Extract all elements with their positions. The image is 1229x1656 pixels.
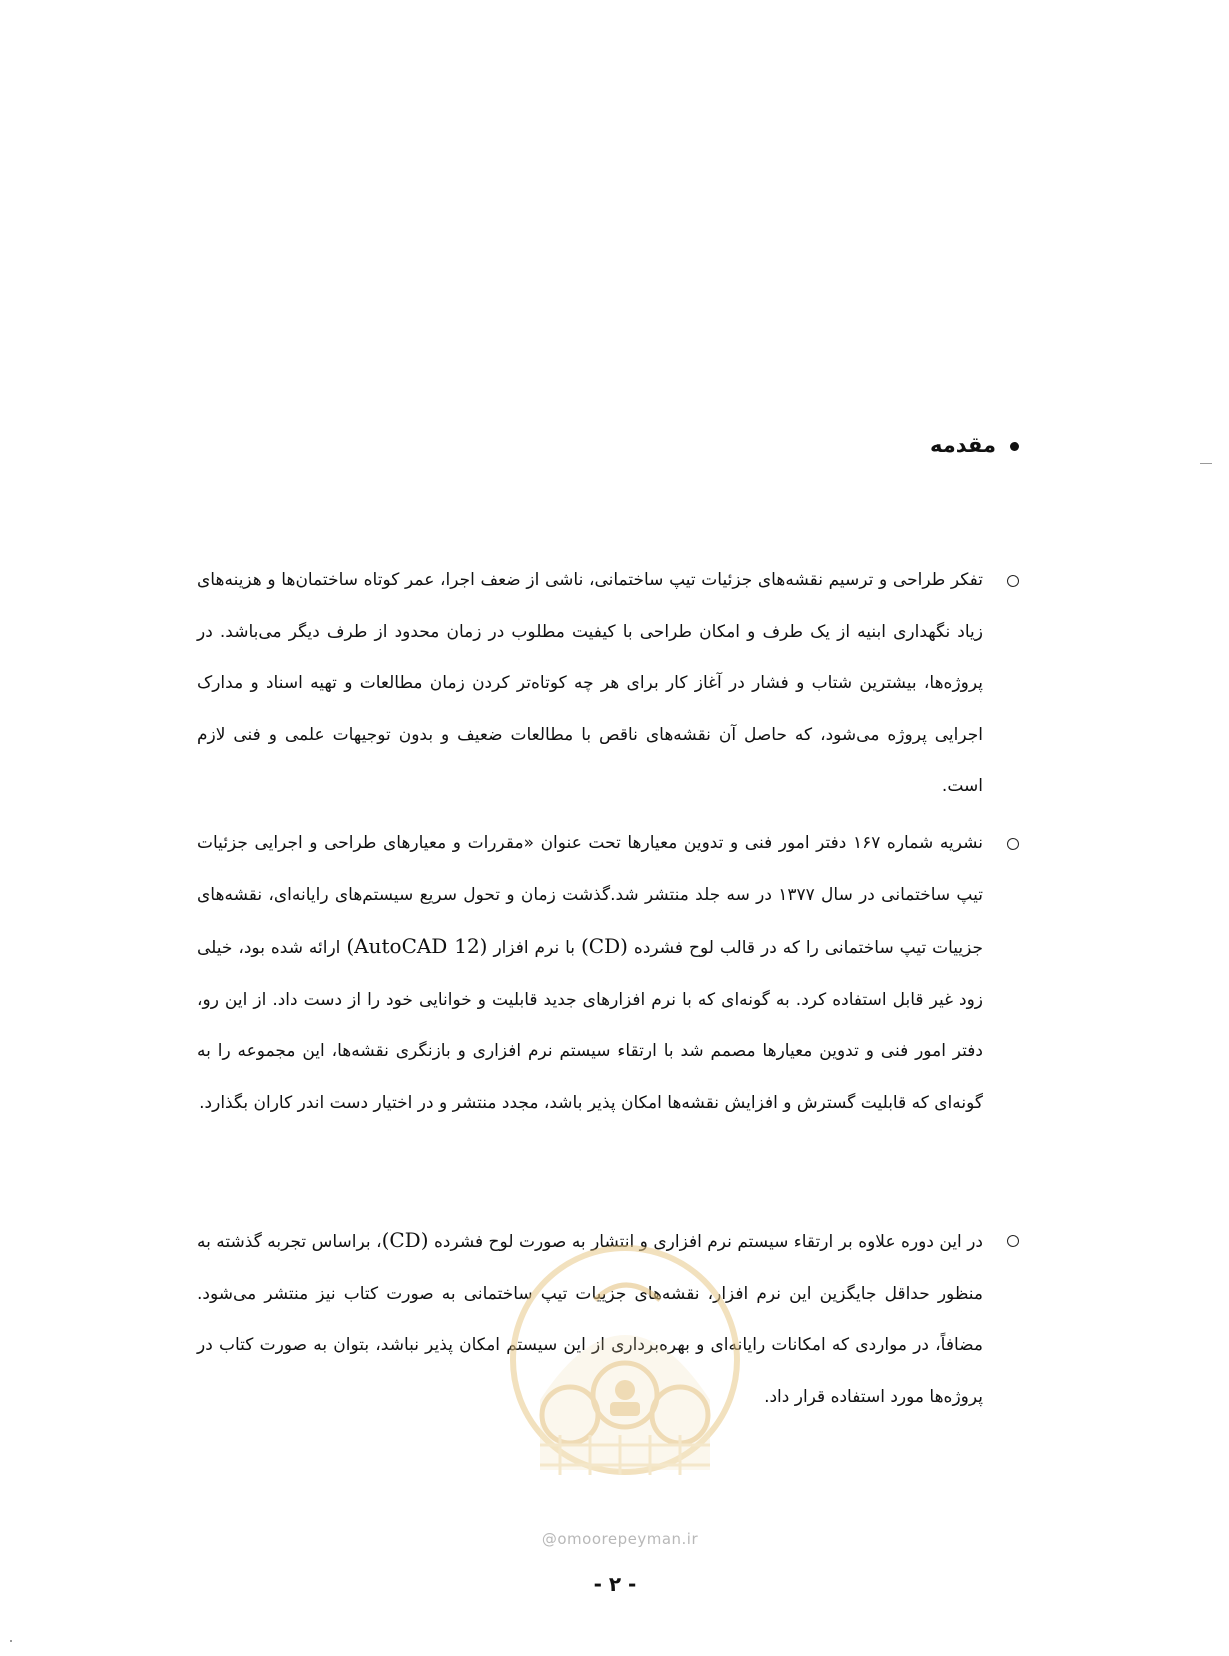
paragraph-bullet-icon — [1007, 1235, 1019, 1247]
paragraph-2-text-middle: با نرم افزار — [493, 938, 576, 958]
paragraph-2-text-before: نشریه شماره ۱۶۷ دفتر امور فنی و تدوین معیارها تحت عنوان «مقررات و معیارهای طراحی و اجرایی جزئیات تیپ ساختمانی در سال ۱۳۷۷ در سه جلد منتشر شد.گذشت زمان و تحول سریع سیستم‌های رایانه‌ای، نقشه‌های جزییات تیپ ساختمانی را که در قالب لوح فشرده — [197, 833, 984, 958]
heading-text: مقدمه — [930, 433, 996, 457]
watermark-seal-icon — [500, 1230, 750, 1500]
scan-speck — [10, 1640, 12, 1642]
paragraph-bullet-icon — [1007, 575, 1019, 587]
cd-term: (CD) — [381, 1228, 429, 1252]
page-number: - ۲ - — [593, 1572, 637, 1596]
paragraph-2 — [197, 818, 983, 1129]
paragraph-2-text-after: ارائه شده بود، خیلی زود غیر قابل استفاده کرد. به گونه‌ای که با نرم افزارهای جدید قابلیت و خوانایی خود را از دست داد. از این رو، دفتر امور فنی و تدوین معیارها مصمم شد با ارتقاء سیستم نرم افزاری و بازنگری نقشه‌ها، این مجموعه را به گونه‌ای که قابلیت گسترش و افزایش نقشه‌ها امکان پذیر باشد، مجدد منتشر و در اختیار دست اندر کاران بگذارد. — [197, 938, 983, 1113]
watermark-url: @omoorepeyman.ir — [541, 1530, 699, 1548]
scan-speck — [1200, 463, 1212, 464]
autocad-term: (AutoCAD 12) — [346, 934, 488, 958]
paragraph-1-text: تفکر طراحی و ترسیم نقشه‌های جزئیات تیپ ساختمانی، ناشی از ضعف اجرا، عمر کوتاه ساختمان‌ها و هزینه‌های زیاد نگهداری ابنیه از یک طرف و امکان طراحی با کیفیت مطلوب در زمان محدود از طرف دیگر می‌باشد. در پروژه‌ها، بیشترین شتاب و فشار در آغاز کار برای هر چه کوتاه‌تر کردن زمان مطالعات و تهیه اسناد و مدارک اجرایی پروژه می‌شود، که حاصل آن نقشه‌های ناقص با مطالعات ضعیف و بدون توجیهات علمی و فنی لازم است. — [197, 570, 983, 796]
paragraph-3-text-after: ، براساس تجربه گذشته به منظور حداقل جایگزین این نرم افزار، نقشه‌های جزییات تیپ ساختمانی به صورت کتاب نیز منتشر می‌شود. مضافاً، در مواردی که امکانات رایانه‌ای و بهره‌برداری از این سیستم امکان پذیر نباشد، بتوان به صورت کتاب در پروژه‌ها مورد استفاده قرار داد. — [197, 1232, 983, 1407]
cd-term: (CD) — [581, 934, 628, 958]
heading-bullet-icon — [1010, 442, 1019, 451]
paragraph-1 — [197, 555, 983, 813]
section-heading — [930, 430, 1019, 460]
paragraph-bullet-icon — [1007, 838, 1019, 850]
paragraph-3-text-before: در این دوره علاوه بر ارتقاء سیستم نرم افزاری و انتشار به صورت لوح فشرده — [433, 1232, 983, 1252]
